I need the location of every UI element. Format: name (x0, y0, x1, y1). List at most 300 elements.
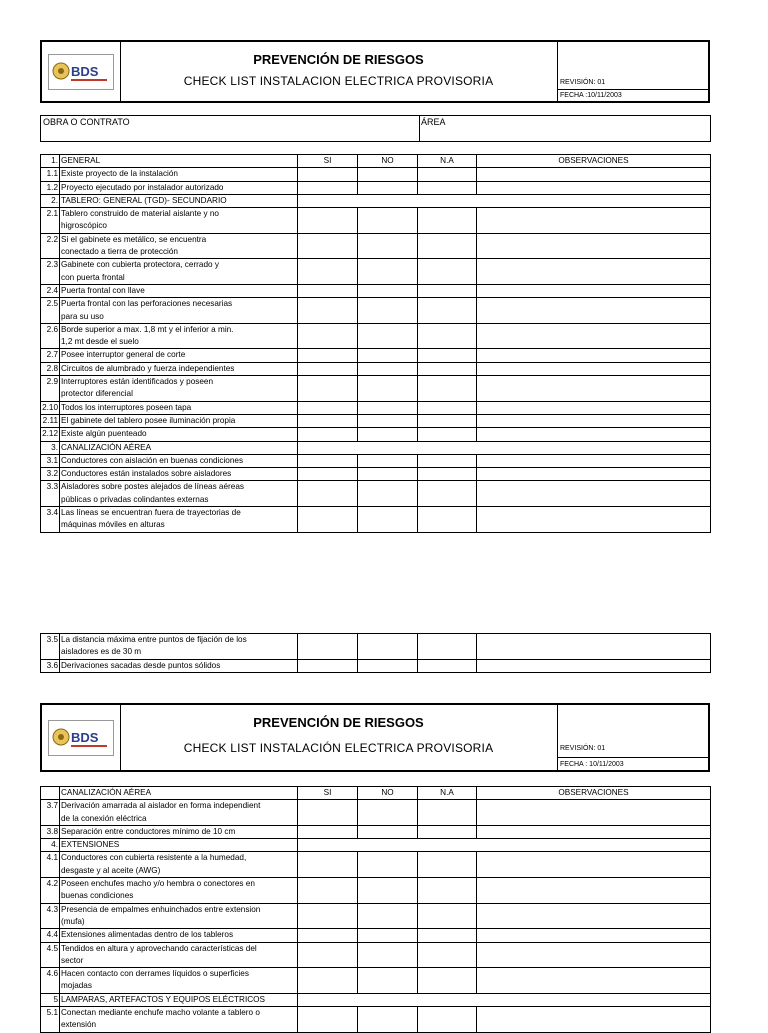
item-text (60, 349, 298, 362)
item-number: 3.8 (41, 825, 60, 838)
item-number: 3.5 (41, 634, 60, 660)
section-title (60, 839, 298, 852)
answer-cell-no[interactable] (358, 428, 418, 441)
answer-cell-no[interactable] (358, 208, 418, 234)
section-title (60, 194, 298, 207)
item-text (60, 298, 298, 324)
item-text (60, 800, 298, 826)
column-header-obs: OBSERVACIONES (477, 155, 711, 168)
item-text-line: TABLERO: GENERAL (TGD)- SECUNDARIO (61, 195, 227, 205)
answer-cell-na[interactable] (418, 659, 477, 672)
item-text (60, 942, 298, 968)
answer-cell-no[interactable] (358, 362, 418, 375)
answer-cell-obs[interactable] (477, 376, 711, 402)
answer-cell-no[interactable] (358, 349, 418, 362)
item-text-line: Puerta frontal con las perforaciones necesarias (61, 299, 233, 309)
answer-cell-na[interactable] (418, 942, 477, 968)
revision-label-2: REVISIÓN: 01 (560, 745, 606, 752)
section-title (60, 787, 298, 800)
item-text (60, 878, 298, 904)
answer-cell-obs[interactable] (477, 481, 711, 507)
answer-cell-na[interactable] (418, 298, 477, 324)
item-text-line: Todos los interruptores poseen tapa (61, 402, 192, 412)
answer-cell-si[interactable] (298, 362, 358, 375)
item-text-line: buenas condiciones (61, 891, 134, 901)
item-text-line: Existe algún puenteado (61, 429, 147, 439)
item-text (60, 284, 298, 297)
section-row (41, 194, 711, 207)
header-title-area-2 (120, 705, 558, 770)
item-text-line: Conductores con aislación en buenas condiciones (61, 455, 244, 465)
item-text-line: La distancia máxima entre puntos de fijación de los (61, 635, 247, 644)
table-row (41, 168, 711, 181)
item-text-line: con puerta frontal (61, 272, 125, 282)
item-text-line: El gabinete del tablero posee iluminación propia (61, 415, 236, 425)
answer-cell-obs[interactable] (477, 903, 711, 929)
answer-cell-obs[interactable] (477, 468, 711, 481)
answer-cell-si[interactable] (298, 507, 358, 533)
table-row (41, 968, 711, 994)
answer-cell-no[interactable] (358, 634, 418, 660)
item-text (60, 454, 298, 467)
column-header-na: N.A (418, 155, 477, 168)
item-text-line: desgaste y al aceite (AWG) (61, 865, 161, 875)
item-text-line: extensión (61, 1020, 97, 1030)
item-text-line: Aisladores sobre postes alejados de líneas aéreas (61, 482, 244, 492)
item-text-line: para su uso (61, 311, 104, 321)
answer-cell-si[interactable] (298, 259, 358, 285)
item-number: 5.1 (41, 1007, 60, 1033)
table-row (41, 323, 711, 349)
item-number: 3.4 (41, 507, 60, 533)
table-row (41, 942, 711, 968)
answer-cell-na[interactable] (418, 181, 477, 194)
item-text-line: Circuitos de alumbrado y fuerza independientes (61, 363, 235, 373)
item-text (60, 968, 298, 994)
item-text-line: Derivación amarrada al aislador en forma independient (61, 801, 261, 811)
item-number: 2.9 (41, 376, 60, 402)
item-number (41, 787, 60, 800)
item-number: 4.2 (41, 878, 60, 904)
answer-cell-na[interactable] (418, 481, 477, 507)
answer-cell-na[interactable] (418, 507, 477, 533)
item-number: 2.3 (41, 259, 60, 285)
answer-cell-si[interactable] (298, 481, 358, 507)
answer-cell-no[interactable] (358, 323, 418, 349)
company-logo (42, 42, 121, 101)
revision-box (558, 42, 708, 101)
answer-cell-na[interactable] (418, 259, 477, 285)
table-row (41, 634, 711, 660)
answer-cell-na[interactable] (418, 634, 477, 660)
answer-cell-na[interactable] (418, 349, 477, 362)
table-row (41, 903, 711, 929)
answer-cell-no[interactable] (358, 298, 418, 324)
item-text (60, 428, 298, 441)
item-text-line: Conductores con cubierta resistente a la humedad, (61, 853, 247, 863)
answer-cell-obs[interactable] (477, 208, 711, 234)
answer-cell-no[interactable] (358, 233, 418, 259)
item-text (60, 1007, 298, 1033)
item-number: 2.6 (41, 323, 60, 349)
answer-cell-na[interactable] (418, 903, 477, 929)
item-number: 2.2 (41, 233, 60, 259)
item-text-line: Separación entre conductores mínimo de 10 cm (61, 826, 236, 836)
bds-logo-icon (48, 54, 114, 90)
table-row (41, 362, 711, 375)
obra-label: OBRA O CONTRATO (43, 117, 130, 127)
item-text (60, 401, 298, 414)
column-header-no: NO (358, 787, 418, 800)
page-title: PREVENCIÓN DE RIESGOS (253, 52, 424, 67)
item-text-line: protector diferencial (61, 389, 133, 399)
answer-cell-si[interactable] (298, 968, 358, 994)
item-number: 4.3 (41, 903, 60, 929)
answer-cell-si[interactable] (298, 634, 358, 660)
item-text-line: Interruptores están identificados y poseen (61, 377, 214, 387)
answer-cell-no[interactable] (358, 968, 418, 994)
answer-cell-si[interactable] (298, 233, 358, 259)
table-row (41, 929, 711, 942)
item-number: 3.7 (41, 800, 60, 826)
answer-cell-na[interactable] (418, 414, 477, 427)
answer-cell-si[interactable] (298, 298, 358, 324)
obra-area-row (40, 115, 711, 142)
table-row (41, 468, 711, 481)
answer-cell-na[interactable] (418, 800, 477, 826)
area-label: ÁREA (421, 117, 446, 127)
answer-cell-obs[interactable] (477, 259, 711, 285)
answer-cell-si[interactable] (298, 208, 358, 234)
answer-cell-si[interactable] (298, 376, 358, 402)
answer-cell-na[interactable] (418, 168, 477, 181)
answer-cell-na[interactable] (418, 852, 477, 878)
item-text (60, 659, 298, 672)
item-number: 2.5 (41, 298, 60, 324)
answer-cell-no[interactable] (358, 1007, 418, 1033)
item-text-line: Tablero construido de material aislante y no (61, 209, 219, 219)
item-number: 3.6 (41, 659, 60, 672)
answer-cell-na[interactable] (418, 468, 477, 481)
item-text-line: Borde superior a max. 1,8 mt y el inferior a min. (61, 324, 234, 334)
item-text (60, 233, 298, 259)
answer-cell-si[interactable] (298, 414, 358, 427)
item-number: 4.1 (41, 852, 60, 878)
item-number: 5 (41, 993, 60, 1006)
answer-cell-si[interactable] (298, 942, 358, 968)
answer-cell-na[interactable] (418, 878, 477, 904)
item-text-line: CANALIZACIÓN AÉREA (61, 442, 152, 452)
item-text-line: conectado a tierra de protección (61, 247, 178, 257)
answer-cell-no[interactable] (358, 878, 418, 904)
section-title (60, 441, 298, 454)
company-logo-2 (42, 705, 121, 770)
column-header-na: N.A (418, 787, 477, 800)
item-text-line: de la conexión eléctrica (61, 813, 147, 823)
answer-cell-si[interactable] (298, 825, 358, 838)
item-text-line: Las líneas se encuentran fuera de trayectorias de (61, 508, 241, 518)
section-span (298, 993, 711, 1006)
item-number: 2.11 (41, 414, 60, 427)
item-text-line: Si el gabinete es metálico, se encuentra (61, 234, 207, 244)
page-title-2: PREVENCIÓN DE RIESGOS (253, 715, 424, 730)
page-subtitle: CHECK LIST INSTALACION ELECTRICA PROVISORIA (183, 74, 494, 88)
item-number: 3. (41, 441, 60, 454)
section-span (298, 441, 711, 454)
item-text (60, 323, 298, 349)
answer-cell-si[interactable] (298, 181, 358, 194)
table-row (41, 428, 711, 441)
page-subtitle-2: CHECK LIST INSTALACIÓN ELECTRICA PROVISORIA (183, 741, 494, 755)
answer-cell-no[interactable] (358, 942, 418, 968)
answer-cell-na[interactable] (418, 376, 477, 402)
item-number: 2.7 (41, 349, 60, 362)
table-row (41, 401, 711, 414)
item-text (60, 507, 298, 533)
answer-cell-si[interactable] (298, 659, 358, 672)
checklist-table-3 (40, 786, 711, 1033)
table-row (41, 454, 711, 467)
table-row (41, 284, 711, 297)
answer-cell-si[interactable] (298, 903, 358, 929)
item-number: 4.6 (41, 968, 60, 994)
item-number: 4.4 (41, 929, 60, 942)
answer-cell-obs[interactable] (477, 428, 711, 441)
answer-cell-si[interactable] (298, 1007, 358, 1033)
item-number: 2.10 (41, 401, 60, 414)
answer-cell-no[interactable] (358, 284, 418, 297)
answer-cell-no[interactable] (358, 903, 418, 929)
answer-cell-obs[interactable] (477, 878, 711, 904)
table-row (41, 208, 711, 234)
item-text-line: sector (61, 955, 84, 965)
item-text-line: 1,2 mt desde el suelo (61, 337, 139, 347)
table-header-row (41, 155, 711, 168)
answer-cell-obs[interactable] (477, 298, 711, 324)
answer-cell-no[interactable] (358, 852, 418, 878)
item-text (60, 929, 298, 942)
column-header-no: NO (358, 155, 418, 168)
item-text-line: Posee interruptor general de corte (61, 350, 186, 360)
answer-cell-si[interactable] (298, 468, 358, 481)
column-header-obs: OBSERVACIONES (477, 787, 711, 800)
table-row (41, 414, 711, 427)
answer-cell-obs[interactable] (477, 825, 711, 838)
section-row (41, 839, 711, 852)
answer-cell-si[interactable] (298, 428, 358, 441)
answer-cell-obs[interactable] (477, 454, 711, 467)
answer-cell-obs[interactable] (477, 929, 711, 942)
section-span (298, 839, 711, 852)
answer-cell-obs[interactable] (477, 401, 711, 414)
table-row (41, 825, 711, 838)
item-text (60, 208, 298, 234)
item-text-line: GENERAL (61, 156, 101, 165)
answer-cell-obs[interactable] (477, 659, 711, 672)
item-text-line: Proyecto ejecutado por instalador autorizado (61, 182, 224, 192)
column-header-si: SI (298, 787, 358, 800)
answer-cell-na[interactable] (418, 428, 477, 441)
item-text-line: higroscópico (61, 221, 107, 231)
date-label-2: FECHA : 10/11/2003 (560, 761, 624, 768)
answer-cell-na[interactable] (418, 233, 477, 259)
item-number: 2.4 (41, 284, 60, 297)
table-header-row (41, 787, 711, 800)
section-span (298, 194, 711, 207)
answer-cell-si[interactable] (298, 401, 358, 414)
answer-cell-obs[interactable] (477, 414, 711, 427)
answer-cell-obs[interactable] (477, 800, 711, 826)
answer-cell-obs[interactable] (477, 852, 711, 878)
item-text (60, 634, 298, 660)
table-row (41, 878, 711, 904)
item-text-line: máquinas móviles en alturas (61, 520, 165, 530)
item-text-line: Existe proyecto de la instalación (61, 169, 178, 179)
item-text-line: aisladores es de 30 m (61, 647, 142, 657)
answer-cell-no[interactable] (358, 454, 418, 467)
item-text (60, 852, 298, 878)
item-text-line: públicas o privadas colindantes externas (61, 494, 209, 504)
answer-cell-obs[interactable] (477, 942, 711, 968)
item-number: 4. (41, 839, 60, 852)
item-number: 3.1 (41, 454, 60, 467)
item-text-line: Conductores están instalados sobre aisladores (61, 469, 232, 479)
section-title (60, 155, 298, 168)
item-text (60, 181, 298, 194)
answer-cell-no[interactable] (358, 168, 418, 181)
answer-cell-no[interactable] (358, 414, 418, 427)
table-row (41, 1007, 711, 1033)
answer-cell-si[interactable] (298, 878, 358, 904)
answer-cell-na[interactable] (418, 401, 477, 414)
answer-cell-no[interactable] (358, 659, 418, 672)
answer-cell-no[interactable] (358, 401, 418, 414)
item-number: 2.1 (41, 208, 60, 234)
table-row (41, 181, 711, 194)
item-text (60, 259, 298, 285)
answer-cell-no[interactable] (358, 181, 418, 194)
item-text-line: Tendidos en altura y aprovechando características del (61, 943, 257, 953)
answer-cell-na[interactable] (418, 323, 477, 349)
item-text-line: Conectan mediante enchufe macho volante a tablero o (61, 1008, 260, 1018)
answer-cell-obs[interactable] (477, 168, 711, 181)
answer-cell-obs[interactable] (477, 362, 711, 375)
answer-cell-si[interactable] (298, 349, 358, 362)
answer-cell-obs[interactable] (477, 181, 711, 194)
item-number: 1.2 (41, 181, 60, 194)
item-text (60, 168, 298, 181)
item-text-line: (mufa) (61, 916, 85, 926)
answer-cell-si[interactable] (298, 852, 358, 878)
answer-cell-na[interactable] (418, 929, 477, 942)
answer-cell-no[interactable] (358, 800, 418, 826)
answer-cell-no[interactable] (358, 468, 418, 481)
table-row (41, 233, 711, 259)
revision-box-2 (558, 705, 708, 770)
answer-cell-obs[interactable] (477, 349, 711, 362)
table-row (41, 481, 711, 507)
answer-cell-na[interactable] (418, 362, 477, 375)
item-text-line: Hacen contacto con derrames líquidos o superficies (61, 969, 249, 979)
item-text-line: Puerta frontal con llave (61, 285, 145, 295)
answer-cell-no[interactable] (358, 481, 418, 507)
revision-label: REVISIÓN: 01 (560, 79, 606, 86)
item-number: 2.8 (41, 362, 60, 375)
item-number: 1. (41, 155, 60, 168)
answer-cell-no[interactable] (358, 507, 418, 533)
table-row (41, 349, 711, 362)
section-row (41, 993, 711, 1006)
answer-cell-si[interactable] (298, 168, 358, 181)
answer-cell-obs[interactable] (477, 507, 711, 533)
answer-cell-no[interactable] (358, 825, 418, 838)
table-row (41, 659, 711, 672)
item-text (60, 825, 298, 838)
answer-cell-si[interactable] (298, 800, 358, 826)
item-text-line: Presencia de empalmes enhuinchados entre extension (61, 904, 261, 914)
table-row (41, 800, 711, 826)
header-title-area (120, 42, 558, 101)
answer-cell-na[interactable] (418, 825, 477, 838)
table-row (41, 507, 711, 533)
answer-cell-obs[interactable] (477, 284, 711, 297)
header-block (40, 40, 710, 103)
answer-cell-si[interactable] (298, 929, 358, 942)
answer-cell-obs[interactable] (477, 233, 711, 259)
answer-cell-na[interactable] (418, 284, 477, 297)
date-label: FECHA :10/11/2003 (560, 92, 622, 99)
item-text (60, 376, 298, 402)
table-row (41, 259, 711, 285)
checklist-table-1 (40, 154, 711, 533)
item-text-line: Extensiones alimentadas dentro de los tableros (61, 930, 234, 940)
item-text-line: Poseen enchufes macho y/o hembra o conectores en (61, 879, 255, 889)
item-number: 3.2 (41, 468, 60, 481)
item-text-line: CANALIZACIÓN AÉREA (61, 788, 152, 797)
item-text-line: LAMPARAS, ARTEFACTOS Y EQUIPOS ELÉCTRICOS (61, 994, 265, 1004)
section-title (60, 993, 298, 1006)
answer-cell-no[interactable] (358, 259, 418, 285)
item-number: 1.1 (41, 168, 60, 181)
item-text (60, 481, 298, 507)
answer-cell-na[interactable] (418, 454, 477, 467)
answer-cell-si[interactable] (298, 454, 358, 467)
answer-cell-no[interactable] (358, 929, 418, 942)
answer-cell-na[interactable] (418, 208, 477, 234)
item-text (60, 414, 298, 427)
item-number: 4.5 (41, 942, 60, 968)
answer-cell-na[interactable] (418, 1007, 477, 1033)
answer-cell-obs[interactable] (477, 1007, 711, 1033)
answer-cell-obs[interactable] (477, 968, 711, 994)
svg-text:BDS: BDS (71, 729, 99, 745)
item-text-line: Derivaciones sacadas desde puntos sólidos (61, 660, 221, 670)
answer-cell-na[interactable] (418, 968, 477, 994)
answer-cell-obs[interactable] (477, 634, 711, 660)
item-text (60, 362, 298, 375)
column-header-si: SI (298, 155, 358, 168)
item-text (60, 468, 298, 481)
item-text-line: EXTENSIONES (61, 840, 120, 850)
answer-cell-no[interactable] (358, 376, 418, 402)
item-text (60, 903, 298, 929)
answer-cell-si[interactable] (298, 323, 358, 349)
item-text-line: Gabinete con cubierta protectora, cerrado y (61, 260, 219, 270)
answer-cell-si[interactable] (298, 284, 358, 297)
checklist-table-2 (40, 633, 711, 673)
answer-cell-obs[interactable] (477, 323, 711, 349)
table-row (41, 376, 711, 402)
